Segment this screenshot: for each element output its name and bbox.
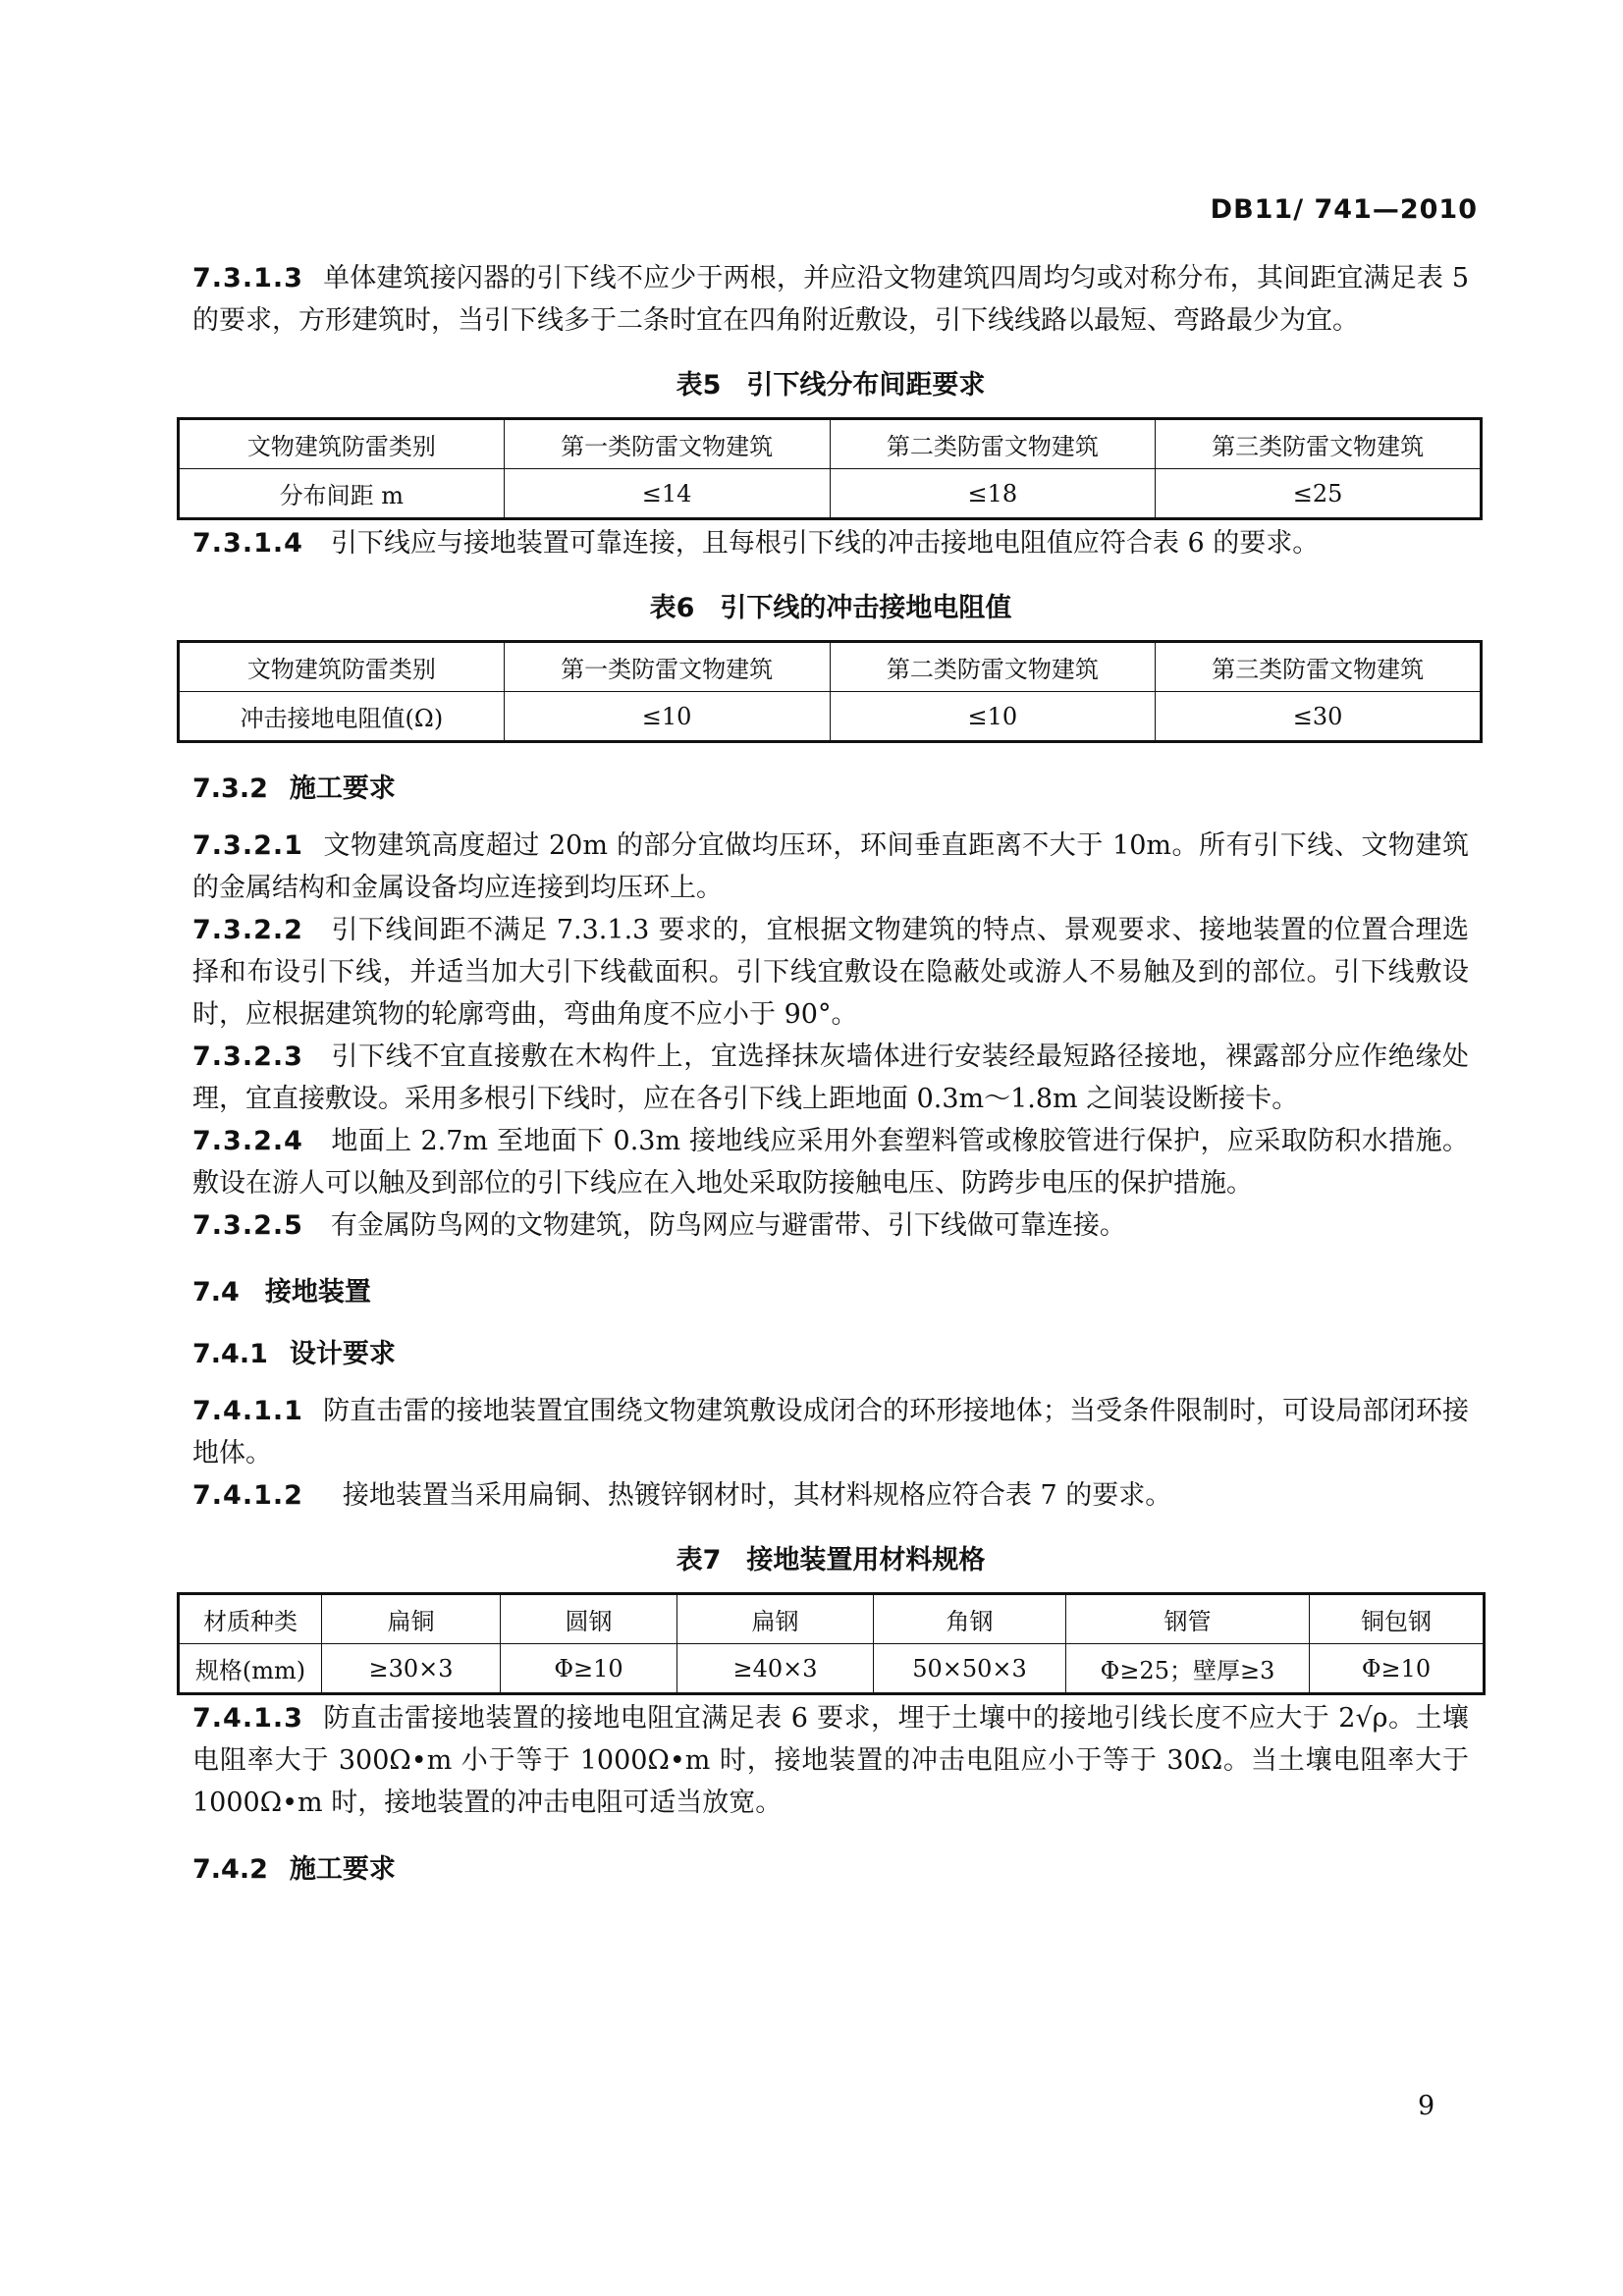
table-row [179, 1644, 1485, 1694]
section-number: 7.3.2 [192, 774, 268, 804]
clause-7-4-1-1 [192, 1390, 1469, 1474]
clause-number: 7.3.2.1 [192, 830, 303, 861]
table-5-caption [192, 363, 1469, 401]
section-title: 施工要求 [289, 774, 396, 804]
table-header-cell: 第二类防雷文物建筑 [830, 642, 1156, 692]
table-title: 引下线分布间距要求 [746, 370, 986, 400]
clause-number: 7.3.2.4 [192, 1126, 303, 1156]
clause-7-3-2-4 [192, 1120, 1469, 1204]
table-cell: ≤14 [504, 469, 830, 519]
clause-number: 7.4.1.3 [192, 1703, 303, 1734]
clause-7-3-1-3 [192, 257, 1469, 342]
clause-7-4-1-2 [192, 1474, 1469, 1517]
table-header-cell: 第一类防雷文物建筑 [504, 642, 830, 692]
clause-text: 地面上 2.7m 至地面下 0.3m 接地线应采用外套塑料管或橡胶管进行保护，应采取防积水措施。敷设在游人可以触及到部位的引下线应在入地处采取防接触电压、防跨步电压的保护措施。 [192, 1126, 1469, 1199]
section-title: 设计要求 [289, 1339, 396, 1369]
table-6-caption [192, 586, 1469, 624]
clause-text: 单体建筑接闪器的引下线不应少于两根，并应沿文物建筑四周均匀或对称分布，其间距宜满足表 5 的要求，方形建筑时，当引下线多于二条时宜在四角附近敷设，引下线线路以最短、弯路最少为宜。 [192, 263, 1469, 336]
table-cell: ≤25 [1156, 469, 1482, 519]
section-title: 施工要求 [289, 1854, 396, 1885]
table-header-cell: 文物建筑防雷类别 [179, 419, 505, 469]
table-header-cell: 材质种类 [179, 1594, 322, 1644]
table-6 [177, 640, 1483, 743]
clause-text: 有金属防鸟网的文物建筑，防鸟网应与避雷带、引下线做可靠连接。 [330, 1210, 1126, 1241]
table-7-caption [192, 1538, 1469, 1576]
table-5 [177, 417, 1483, 520]
clause-number: 7.4.1.2 [192, 1480, 303, 1511]
table-cell: ≤10 [830, 692, 1156, 742]
clause-7-3-2-5 [192, 1204, 1469, 1247]
clause-text: 引下线应与接地装置可靠连接，且每根引下线的冲击接地电阻值应符合表 6 的要求。 [330, 528, 1320, 559]
table-cell: Φ≥10 [501, 1644, 677, 1694]
clause-number: 7.3.1.3 [192, 263, 303, 294]
clause-7-3-1-4 [192, 522, 1469, 564]
table-cell: ≤30 [1156, 692, 1482, 742]
table-header-cell: 扁钢 [677, 1594, 874, 1644]
clause-7-3-2-3 [192, 1036, 1469, 1120]
clause-text: 文物建筑高度超过 20m 的部分宜做均压环，环间垂直距离不大于 10m。所有引下线、文物建筑的金属结构和金属设备均应连接到均压环上。 [192, 830, 1469, 903]
table-row [179, 692, 1482, 742]
page-number: 9 [1418, 2091, 1435, 2121]
table-header-cell: 扁铜 [322, 1594, 501, 1644]
clause-number: 7.3.2.2 [192, 915, 303, 945]
clause-text: 防直击雷接地装置的接地电阻宜满足表 6 要求，埋于土壤中的接地引线长度不应大于 2√ρ。土壤电阻率大于 300Ω•m 小于等于 1000Ω•m 时，接地装置的冲击电阻应小于等于 30Ω。当土壤电阻率大于 1000Ω•m 时，接地装置的冲击电阻可适当放宽。 [192, 1703, 1469, 1818]
table-header-cell: 第一类防雷文物建筑 [504, 419, 830, 469]
section-7-4-1-heading [192, 1332, 1469, 1370]
section-title: 接地装置 [264, 1277, 371, 1308]
clause-number: 7.4.1.1 [192, 1396, 303, 1426]
table-header-row [179, 1594, 1485, 1644]
table-7 [177, 1592, 1486, 1695]
table-header-cell: 钢管 [1066, 1594, 1310, 1644]
section-7-3-2-heading [192, 767, 1469, 805]
table-header-cell: 文物建筑防雷类别 [179, 642, 505, 692]
table-cell: 分布间距 m [179, 469, 505, 519]
clause-text: 引下线不宜直接敷在木构件上，宜选择抹灰墙体进行安装经最短路径接地，裸露部分应作绝缘处理，宜直接敷设。采用多根引下线时，应在各引下线上距地面 0.3m～1.8m 之间装设断接卡。 [192, 1041, 1469, 1114]
clause-number: 7.3.2.3 [192, 1041, 303, 1072]
table-header-row [179, 419, 1482, 469]
section-number: 7.4 [192, 1277, 240, 1308]
table-header-cell: 第三类防雷文物建筑 [1156, 642, 1482, 692]
table-cell: Φ≥25；壁厚≥3 [1066, 1644, 1310, 1694]
table-cell: 50×50×3 [874, 1644, 1066, 1694]
table-header-row [179, 642, 1482, 692]
table-cell: Φ≥10 [1310, 1644, 1485, 1694]
section-7-4-heading [192, 1270, 1469, 1308]
table-cell: ≥30×3 [322, 1644, 501, 1694]
clause-number: 7.3.1.4 [192, 528, 303, 559]
section-number: 7.4.2 [192, 1854, 268, 1885]
page-content [192, 257, 1469, 1905]
clause-7-3-2-1 [192, 825, 1469, 909]
section-number: 7.4.1 [192, 1339, 268, 1369]
table-label: 表5 [676, 370, 722, 400]
clause-7-4-1-3 [192, 1697, 1469, 1824]
clause-7-3-2-2 [192, 909, 1469, 1036]
table-cell: ≤10 [504, 692, 830, 742]
clause-text: 引下线间距不满足 7.3.1.3 要求的，宜根据文物建筑的特点、景观要求、接地装置的位置合理选择和布设引下线，并适当加大引下线截面积。引下线宜敷设在隐蔽处或游人不易触及到的部位。引下线敷设时，应根据建筑物的轮廓弯曲，弯曲角度不应小于 90°。 [192, 915, 1469, 1030]
table-row [179, 469, 1482, 519]
clause-number: 7.3.2.5 [192, 1210, 303, 1241]
clause-text: 接地装置当采用扁铜、热镀锌钢材时，其材料规格应符合表 7 的要求。 [342, 1480, 1172, 1511]
table-header-cell: 铜包钢 [1310, 1594, 1485, 1644]
table-header-cell: 第三类防雷文物建筑 [1156, 419, 1482, 469]
table-cell: ≤18 [830, 469, 1156, 519]
table-title: 引下线的冲击接地电阻值 [720, 593, 1012, 623]
table-cell: 冲击接地电阻值(Ω) [179, 692, 505, 742]
table-label: 表6 [649, 593, 695, 623]
clause-text: 防直击雷的接地装置宜围绕文物建筑敷设成闭合的环形接地体；当受条件限制时，可设局部闭环接地体。 [192, 1396, 1469, 1468]
table-cell: ≥40×3 [677, 1644, 874, 1694]
table-header-cell: 角钢 [874, 1594, 1066, 1644]
table-header-cell: 第二类防雷文物建筑 [830, 419, 1156, 469]
table-label: 表7 [676, 1545, 722, 1575]
table-cell: 规格(mm) [179, 1644, 322, 1694]
section-7-4-2-heading [192, 1847, 1469, 1886]
table-title: 接地装置用材料规格 [746, 1545, 986, 1575]
table-header-cell: 圆钢 [501, 1594, 677, 1644]
standard-code: DB11/ 741—2010 [1210, 194, 1478, 225]
